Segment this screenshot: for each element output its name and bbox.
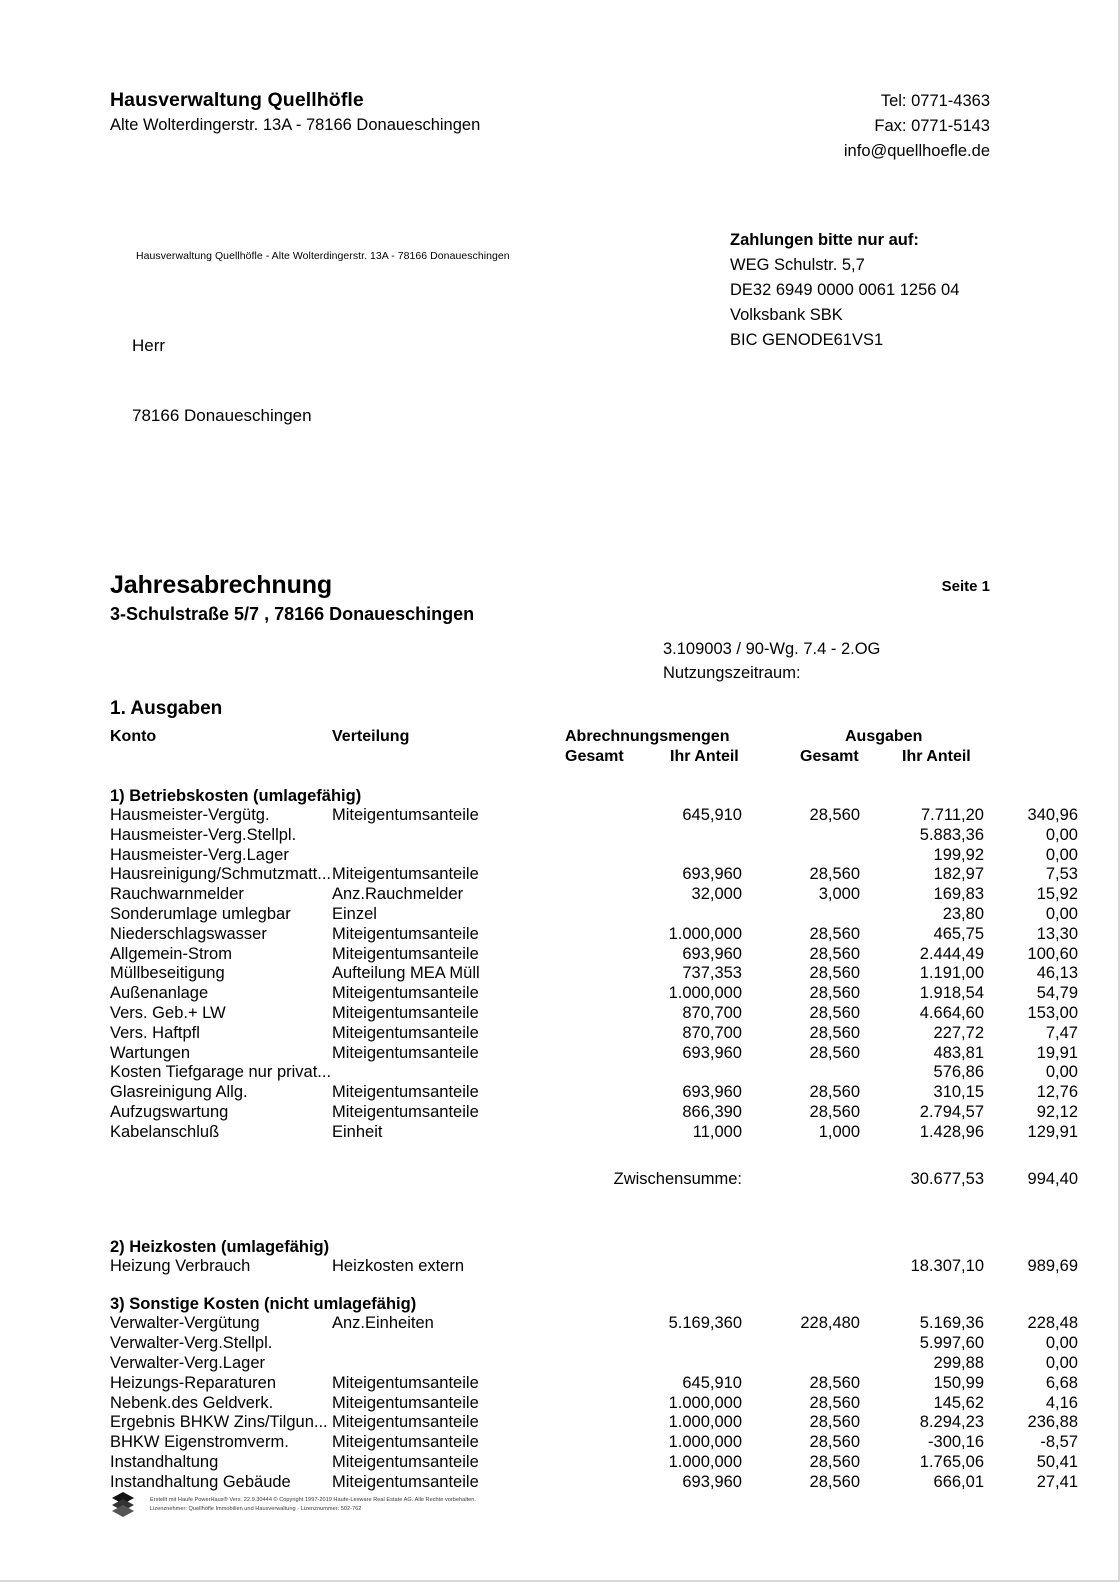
expense-amount-total: 7.711,20 [920,806,984,824]
expense-amount-total: 5.997,60 [919,1334,984,1353]
expense-amount-share: 12,76 [1036,1083,1078,1102]
unit-reference: 3.109003 / 90-Wg. 7.4 - 2.OG [663,640,881,658]
expense-account-name: Glasreinigung Allg. [110,1083,248,1102]
table-row [110,1334,1078,1354]
expense-quantity-total: 1.000,000 [668,1393,742,1412]
expense-quantity-share: 28,560 [809,1452,860,1471]
expense-amount-share: 46,13 [1036,964,1078,983]
expense-amount-share: 0,00 [1045,904,1078,923]
expense-distribution-key: Heizkosten extern [332,1256,465,1275]
expense-quantity-total: 870,700 [682,1003,742,1022]
table-row [110,924,1078,945]
expense-account-name: Instandhaltung Gebäude [110,1472,291,1491]
recipient-city: 78166 Donaueschingen [132,406,312,425]
expense-amount-total: 150,99 [933,1373,984,1392]
expense-amount-total: 483,81 [933,1043,984,1062]
expense-amount-share: 27,41 [1036,1472,1078,1491]
expense-quantity-share: 28,560 [809,1043,860,1062]
expense-amount-share: 153,00 [1027,1003,1078,1022]
expense-distribution-key: Miteigentumsanteile [332,865,479,884]
table-row [110,984,1078,1004]
expense-account-name: Verwalter-Verg.Lager [110,1353,266,1372]
expense-amount-share: 50,41 [1036,1452,1078,1471]
expense-quantity-share: 1,000 [818,1122,860,1141]
column-header-ausgaben: Ausgaben [845,728,923,745]
expense-account-name: Wartungen [110,1043,191,1062]
expense-distribution-key: Miteigentumsanteile [332,924,479,943]
expense-quantity-total: 645,910 [682,1373,742,1392]
expense-quantity-share: 28,560 [809,865,860,884]
expense-amount-share: 13,30 [1036,924,1078,943]
expense-amount-share: 6,68 [1045,1373,1078,1392]
expense-account-name: Aufzugswartung [110,1102,229,1121]
table-row [110,1373,1078,1394]
group-spacer [110,1276,990,1294]
expense-group-title: 1) Betriebskosten (umlagefähig) [110,787,362,805]
table-row [110,1314,1078,1334]
expense-quantity-share: 228,480 [800,1314,860,1333]
table-row [110,1256,1078,1277]
contact-tel: Tel: 0771-4363 [880,92,990,110]
expense-amount-total: 465,75 [933,924,984,943]
letterhead-contact [844,88,990,163]
expense-distribution-key: Miteigentumsanteile [332,1043,479,1062]
expense-account-name: Müllbeseitigung [110,964,225,983]
expenses-table [110,786,1078,1493]
expense-quantity-share: 3,000 [818,885,860,904]
group-spacer [110,1219,990,1237]
subtotal-spacer-bottom [110,1189,990,1219]
expense-amount-total: 1.428,96 [919,1122,984,1141]
expense-distribution-key: Miteigentumsanteile [332,1393,479,1412]
expense-quantity-total: 870,700 [682,1023,742,1042]
expense-quantity-total: 11,000 [692,1122,742,1141]
expense-distribution-key: Miteigentumsanteile [332,1472,479,1491]
table-row [110,904,1078,925]
expense-quantity-total: 693,960 [682,944,742,963]
expense-amount-share: 54,79 [1036,984,1078,1003]
expense-account-name: Vers. Haftpfl [110,1023,200,1042]
subtotal-row [110,1169,1078,1189]
table-row [110,1003,1078,1024]
expense-quantity-share: 28,560 [809,1472,860,1491]
expense-distribution-key: Einzel [332,904,377,923]
table-row [110,1393,1078,1414]
table-row [110,825,1078,846]
table-row [110,885,1078,905]
table-row [110,845,1078,866]
expense-account-name: Rauchwarnmelder [110,885,244,904]
expense-amount-total: 1.918,54 [919,984,984,1003]
expense-group-title: 3) Sonstige Kosten (nicht umlagefähig) [110,1295,417,1314]
expense-amount-share: 228,48 [1027,1314,1078,1333]
expense-account-name: Instandhaltung [110,1452,219,1471]
expense-quantity-total: 693,960 [682,1083,742,1102]
expense-account-name: Niederschlagswasser [110,924,267,943]
expense-account-name: Nebenk.des Geldverk. [110,1393,274,1412]
expense-account-name: Kosten Tiefgarage nur privat... [110,1063,332,1082]
expense-quantity-share: 28,560 [809,1102,860,1121]
expense-distribution-key: Miteigentumsanteile [332,1083,479,1102]
expense-amount-share: 15,92 [1036,885,1078,904]
expense-quantity-share: 28,560 [809,1023,860,1042]
expense-quantity-share: 28,560 [809,964,860,983]
expense-amount-total: 23,80 [942,904,984,923]
expense-amount-total: 1.765,06 [919,1452,984,1471]
expense-account-name: Hausmeister-Verg.Lager [110,845,289,864]
bank-details [730,228,959,353]
expense-amount-total: -300,16 [928,1433,984,1452]
expense-account-name: Kabelanschluß [110,1122,220,1141]
expense-account-name: Hausmeister-Verg.Stellpl. [110,825,297,844]
expense-amount-share: 4,16 [1045,1393,1078,1412]
expense-amount-total: 8.294,23 [919,1413,984,1432]
recipient-salutation: Herr [132,336,166,355]
page-title: Jahresabrechnung [110,571,333,599]
period-label: Nutzungszeitraum: [663,663,801,682]
property-subtitle: 3-Schulstraße 5/7 , 78166 Donaueschingen [110,604,475,624]
expense-amount-share: 7,47 [1045,1023,1078,1042]
expense-account-name: Ergebnis BHKW Zins/Tilgun... [110,1413,328,1432]
company-address: Alte Wolterdingerstr. 13A - 78166 Donaueschingen [110,116,481,135]
page-footer [110,1490,990,1520]
expense-account-name: Heizungs-Reparaturen [110,1373,277,1392]
column-header-verteilung: Verteilung [332,728,410,745]
expense-account-name: Hausreinigung/Schmutzmatt... [110,865,332,884]
expense-account-name: Sonderumlage umlegbar [110,904,291,923]
expense-amount-total: 5.169,36 [919,1314,984,1333]
column-header-abrechnungsmengen: Abrechnungsmengen [565,728,730,745]
page-content [110,0,1078,1580]
expense-quantity-share: 28,560 [809,944,860,963]
expense-amount-share: 0,00 [1045,845,1078,864]
expense-quantity-total: 693,960 [682,865,742,884]
expense-distribution-key: Miteigentumsanteile [332,1003,479,1022]
expense-quantity-share: 28,560 [809,1083,860,1102]
expense-quantity-share: 28,560 [809,924,860,943]
expense-distribution-key: Aufteilung MEA Müll [332,964,480,983]
expense-quantity-share: 28,560 [809,984,860,1003]
table-row [110,1063,1078,1083]
expense-amount-share: 0,00 [1045,1353,1078,1372]
stacked-layers-logo-icon [110,1490,136,1520]
section-heading-ausgaben: 1. Ausgaben [110,698,223,719]
subtotal-amount-share: 994,40 [1027,1169,1078,1188]
expense-amount-total: 576,86 [933,1063,984,1082]
letterhead-sender [110,88,480,137]
expense-group-title: 2) Heizkosten (umlagefähig) [110,1237,330,1256]
column-header-mengen-anteil: Ihr Anteil [670,748,739,765]
table-row [110,1413,1078,1433]
expense-amount-total: 199,92 [933,845,984,864]
table-row [110,944,1078,965]
expense-quantity-share: 28,560 [809,1413,860,1432]
expense-quantity-share: 28,560 [809,1003,860,1022]
expense-distribution-key: Miteigentumsanteile [332,806,479,824]
contact-email: info@quellhoefle.de [843,141,990,160]
expense-amount-total: 4.664,60 [919,1003,984,1022]
expense-quantity-total: 1.000,000 [668,1452,742,1471]
expense-quantity-total: 693,960 [682,1043,742,1062]
expense-amount-total: 2.444,49 [919,944,984,963]
expense-account-name: Außenanlage [110,984,209,1003]
expense-distribution-key: Miteigentumsanteile [332,1433,479,1452]
expense-amount-total: 666,01 [933,1472,984,1491]
table-row [110,865,1078,885]
expense-account-name: BHKW Eigenstromverm. [110,1433,289,1452]
footer-copyright-line: Erstellt mit Haufe PowerHaus® Vers. 22.9.30444 © Copyright 1997-2019 Haufe-Lexware Real Estate AG. Alle Rechte vorbehalten. [150,1496,476,1503]
expense-amount-share: 236,88 [1027,1413,1078,1432]
bank-bic: BIC GENODE61VS1 [730,331,884,350]
expense-account-name: Heizung Verbrauch [110,1256,251,1275]
column-header-konto: Konto [110,728,157,745]
unit-info-block [663,638,880,686]
table-row [110,1452,1078,1473]
expense-quantity-share: 28,560 [809,1433,860,1452]
expense-account-name: Vers. Geb.+ LW [110,1003,226,1022]
expense-quantity-total: 1.000,000 [668,924,742,943]
subtotal-label: Zwischensumme: [613,1169,742,1188]
expense-distribution-key: Miteigentumsanteile [332,1023,479,1042]
expense-amount-share: 0,00 [1045,1063,1078,1082]
expense-account-name: Allgemein-Strom [110,944,232,963]
table-row [110,1353,1078,1374]
table-row [110,1122,1078,1143]
recipient-address [132,334,312,425]
expense-distribution-key: Miteigentumsanteile [332,1102,479,1121]
expense-quantity-share: 28,560 [809,1393,860,1412]
footer-text-block [150,1496,476,1514]
expense-quantity-total: 645,910 [682,806,742,824]
expense-amount-total: 227,72 [933,1023,984,1042]
expense-quantity-total: 1.000,000 [668,1433,742,1452]
expense-amount-total: 310,15 [933,1083,984,1102]
expense-distribution-key: Miteigentumsanteile [332,984,479,1003]
column-header-ausgaben-anteil: Ihr Anteil [902,748,971,765]
expense-amount-total: 145,62 [933,1393,984,1412]
company-name: Hausverwaltung Quellhöfle [110,89,364,111]
expense-amount-share: 100,60 [1027,944,1078,963]
table-row [110,1433,1078,1453]
table-row [110,1043,1078,1064]
return-address-line: Hausverwaltung Quellhöfle - Alte Wolterdingerstr. 13A - 78166 Donaueschingen [136,250,510,262]
expense-quantity-total: 693,960 [682,1472,742,1491]
expense-amount-share: 92,12 [1036,1102,1078,1121]
expense-quantity-total: 737,353 [682,964,742,983]
expense-amount-total: 169,83 [933,885,984,904]
expense-amount-share: 129,91 [1027,1122,1078,1141]
column-header-ausgaben-gesamt: Gesamt [800,748,859,765]
expense-amount-share: 7,53 [1045,865,1078,884]
expense-amount-total: 299,88 [933,1353,984,1372]
expense-distribution-key: Anz.Rauchmelder [332,885,464,904]
expense-amount-total: 182,97 [933,865,984,884]
expense-distribution-key: Miteigentumsanteile [332,1373,479,1392]
document-title-block [110,570,990,626]
expense-amount-share: 0,00 [1045,1334,1078,1353]
expense-quantity-share: 28,560 [809,1373,860,1392]
expense-account-name: Verwalter-Verg.Stellpl. [110,1334,273,1353]
expense-quantity-total: 5.169,360 [668,1314,742,1333]
table-row [110,1102,1078,1123]
expense-account-name: Hausmeister-Vergütg. [110,806,270,824]
footer-license-line: Lizenznehmer: Quellhöfle Immobilien und Hausverwaltung · Lizenznummer: 502-762 [150,1506,362,1512]
table-column-headers [110,728,990,768]
column-header-mengen-gesamt: Gesamt [565,748,624,765]
table-row [110,964,1078,984]
bank-iban: DE32 6949 0000 0061 1256 04 [730,281,960,300]
expense-quantity-share: 28,560 [809,806,860,824]
contact-fax: Fax: 0771-5143 [874,116,990,135]
bank-details-title: Zahlungen bitte nur auf: [730,231,919,249]
expense-distribution-key: Miteigentumsanteile [332,1413,479,1432]
expense-amount-total: 1.191,00 [919,964,984,983]
bank-name: Volksbank SBK [730,306,843,325]
expense-account-name: Verwalter-Vergütung [110,1314,260,1333]
subtotal-spacer [110,1143,990,1169]
expense-amount-total: 18.307,10 [910,1256,984,1275]
expense-amount-share: 19,91 [1036,1043,1078,1062]
bank-account-holder: WEG Schulstr. 5,7 [730,256,865,275]
expense-amount-share: -8,57 [1040,1433,1078,1452]
table-row [110,1083,1078,1103]
expense-distribution-key: Einheit [332,1122,383,1141]
subtotal-amount-total: 30.677,53 [910,1169,984,1188]
expense-quantity-total: 866,390 [682,1102,742,1121]
page-number: Seite 1 [941,578,990,595]
letterhead [110,88,990,163]
expense-amount-share: 0,00 [1045,825,1078,844]
expense-distribution-key: Miteigentumsanteile [332,944,479,963]
expense-distribution-key: Miteigentumsanteile [332,1452,479,1471]
table-row [110,1023,1078,1044]
expense-amount-total: 5.883,36 [919,825,984,844]
expense-amount-share: 989,69 [1027,1256,1078,1275]
expense-quantity-total: 1.000,000 [668,984,742,1003]
expense-quantity-total: 32,000 [691,885,742,904]
expense-quantity-total: 1.000,000 [668,1413,742,1432]
expense-distribution-key: Anz.Einheiten [332,1314,434,1333]
expense-amount-share: 340,96 [1027,806,1078,824]
table-row [110,806,1078,826]
expense-amount-total: 2.794,57 [919,1102,984,1121]
